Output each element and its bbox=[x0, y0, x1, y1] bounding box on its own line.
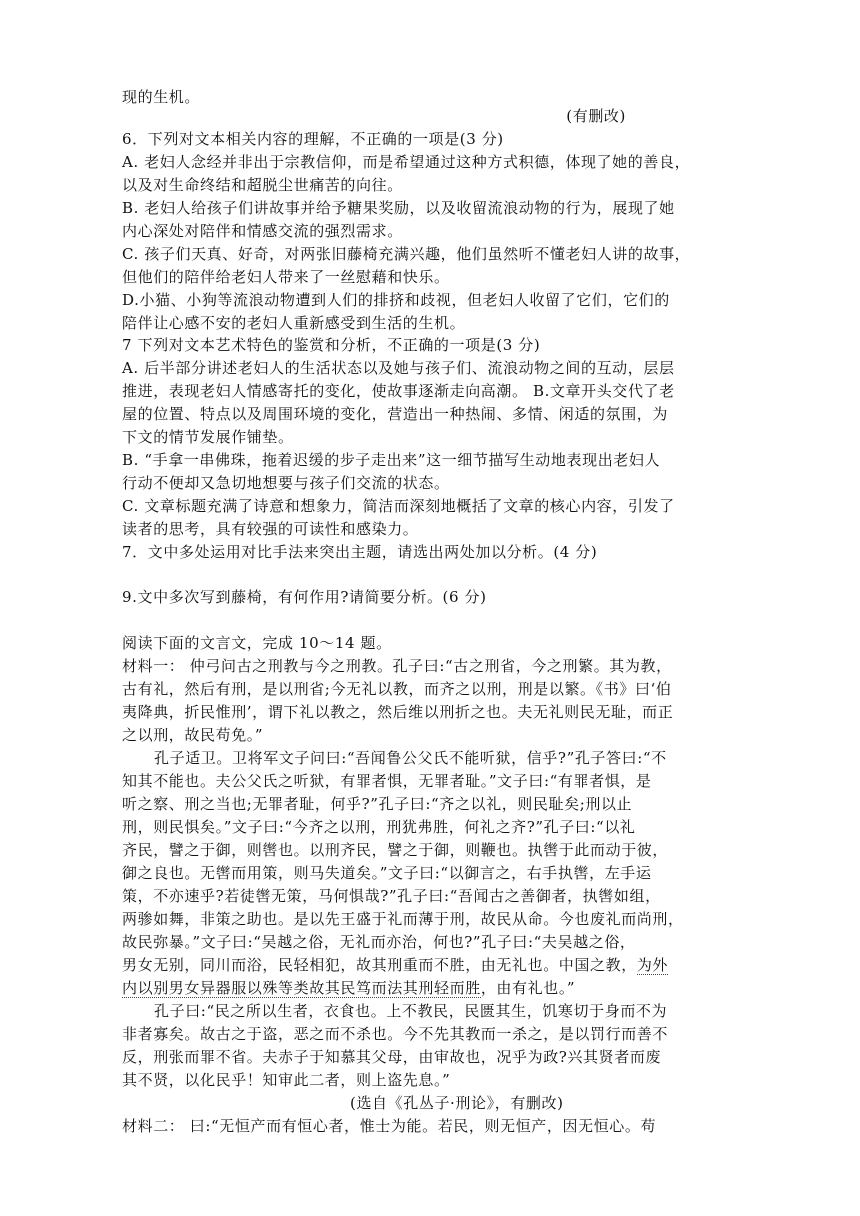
question-6: 6．下列对文本相关内容的理解，不正确的一项是(3 分) bbox=[122, 130, 504, 148]
text-line: 推进，表现老妇人情感寄托的变化，使故事逐渐走向高潮。 B.文章开头交代了老 bbox=[122, 382, 675, 400]
text-line: 知其不能也。夫公父氏之听狱，有罪者惧，无罪者耻。”文子曰:“有罪者惧，是 bbox=[122, 772, 652, 790]
text-line: 故民弥暴。”文子曰:“吴越之俗，无礼而亦治，何也?”孔子曰:“夫吴越之俗， bbox=[122, 933, 636, 951]
text-segment: ，由有礼也。” bbox=[480, 979, 576, 997]
text-line bbox=[122, 977, 575, 999]
text-line: 反，刑张而罪不省。夫赤子于知慕其父母，由审故也，况乎为政?兴其贤者而废 bbox=[122, 1048, 662, 1066]
text-line: C. 孩子们天真、好奇，对两张旧藤椅充满兴趣，他们虽然听不懂老妇人讲的故事， bbox=[122, 245, 691, 263]
citation: (选自《孔丛子·刑论》，有删改) bbox=[350, 1094, 564, 1112]
text-line: 现的生机。 bbox=[122, 88, 201, 106]
text-line: 内心深处对陪伴和情感交流的强烈需求。 bbox=[122, 222, 403, 240]
text-line: D.小猫、小狗等流浪动物遭到人们的排挤和歧视，但老妇人收留了它们，它们的 bbox=[122, 291, 670, 309]
paragraph-start: 孔子适卫。卫将军文子问曰:“吾闻鲁公父氏不能听狱，信乎?”孔子答曰:“不 bbox=[154, 749, 667, 767]
underlined-text: 为外 bbox=[636, 956, 669, 974]
text-line: A. 后半部分讲述老妇人的生活状态以及她与孩子们、流浪动物之间的互动，层层 bbox=[122, 359, 675, 377]
text-line: 下文的情节发展作铺垫。 bbox=[122, 428, 294, 446]
text-line: 刑，则民惧矣。”文子曰:“今齐之以刑，刑犹弗胜，何礼之齐?”孔子曰:“以礼 bbox=[122, 818, 636, 836]
text-line: 其不贤，以化民乎！知审此二者，则上盗先息。” bbox=[122, 1071, 451, 1089]
text-line: 御之良也。无辔而用策，则马失道矣。”文子曰:“以御言之，右手执辔，左手运 bbox=[122, 864, 652, 882]
text-line: A. 老妇人念经并非出于宗教信仰，而是希望通过这种方式积德，体现了她的善良， bbox=[122, 153, 691, 171]
text-line: 夷降典，折民惟刑’，谓下礼以教之，然后维以刑折之也。夫无礼则民无耻，而正 bbox=[122, 703, 674, 721]
material-one: 材料一： 仲弓问古之刑教与今之刑教。孔子曰:“古之刑省，今之刑繁。其为教， bbox=[122, 657, 672, 675]
text-line: 以及对生命终结和超脱尘世痛苦的向往。 bbox=[122, 176, 403, 194]
text-line bbox=[122, 954, 668, 976]
text-line: C. 文章标题充满了诗意和想象力，简洁而深刻地概括了文章的核心内容，引发了 bbox=[122, 497, 675, 515]
question-7: 7 下列对文本艺术特色的鉴赏和分析，不正确的一项是(3 分) bbox=[122, 336, 541, 354]
question-9: 9.文中多次写到藤椅，有何作用?请简要分析。(6 分) bbox=[122, 588, 487, 606]
text-line: B. 老妇人给孩子们讲故事并给予糖果奖励，以及收留流浪动物的行为，展现了她 bbox=[122, 199, 675, 217]
text-line: 但他们的陪伴给老妇人带来了一丝慰藉和快乐。 bbox=[122, 268, 450, 286]
text-line: 之以刑，故民苟免。” bbox=[122, 726, 264, 744]
paragraph-start: 孔子曰:“民之所以生者，衣食也。上不教民，民匮其生，饥寒切于身而不为 bbox=[154, 1002, 668, 1020]
text-line: B. “手拿一串佛珠，拖着迟缓的步子走出来”这一细节描写生动地表现出老妇人 bbox=[122, 451, 661, 469]
underlined-text: 内以别男女异器服以殊等类故其民笃而法其刑轻而胜 bbox=[122, 979, 481, 997]
material-two: 材料二： 曰:“无恒产而有恒心者，惟士为能。若民，则无恒产，因无恒心。苟 bbox=[122, 1117, 657, 1135]
text-line: 听之察、刑之当也;无罪者耻，何乎?”孔子曰:“齐之以礼，则民耻矣;刑以止 bbox=[122, 795, 633, 813]
text-line: 齐民，譬之于御，则辔也。以刑齐民，譬之于御，则鞭也。执辔于此而动于彼， bbox=[122, 841, 669, 859]
text-line: 策，不亦速乎?若徒辔无策，马何惧哉?”孔子曰:“吾闻古之善御者，执辔如组， bbox=[122, 887, 661, 905]
text-line: 两骖如舞，非策之助也。是以先王盛于礼而薄于刑，故民从命。今也废礼而尚刑， bbox=[122, 910, 684, 928]
text-line: 屋的位置、特点以及周围环境的变化，营造出一种热闹、多情、闲适的氛围，为 bbox=[122, 405, 669, 423]
question-7b: 7．文中多处运用对比手法来突出主题，请选出两处加以分析。(4 分) bbox=[122, 543, 598, 561]
section-instruction: 阅读下面的文言文，完成 10～14 题。 bbox=[122, 634, 392, 652]
text-line: 行动不便却又急切地想要与孩子们交流的状态。 bbox=[122, 474, 450, 492]
source-note: (有删改) bbox=[566, 107, 626, 125]
text-line: 读者的思考，具有较强的可读性和感染力。 bbox=[122, 520, 419, 538]
text-line: 古有礼，然后有刑，是以刑省;今无礼以教，而齐之以刑，刑是以繁。《书》曰‘伯 bbox=[122, 680, 672, 698]
text-line: 非者寡矣。故古之于盗，恶之而不杀也。今不先其教而一杀之，是以罚行而善不 bbox=[122, 1025, 669, 1043]
text-segment: 男女无别，同川而浴，民轻相犯，故其刑重而不胜，由无礼也。中国之教， bbox=[122, 956, 637, 974]
text-line: 陪伴让心感不安的老妇人重新感受到生活的生机。 bbox=[122, 314, 466, 332]
